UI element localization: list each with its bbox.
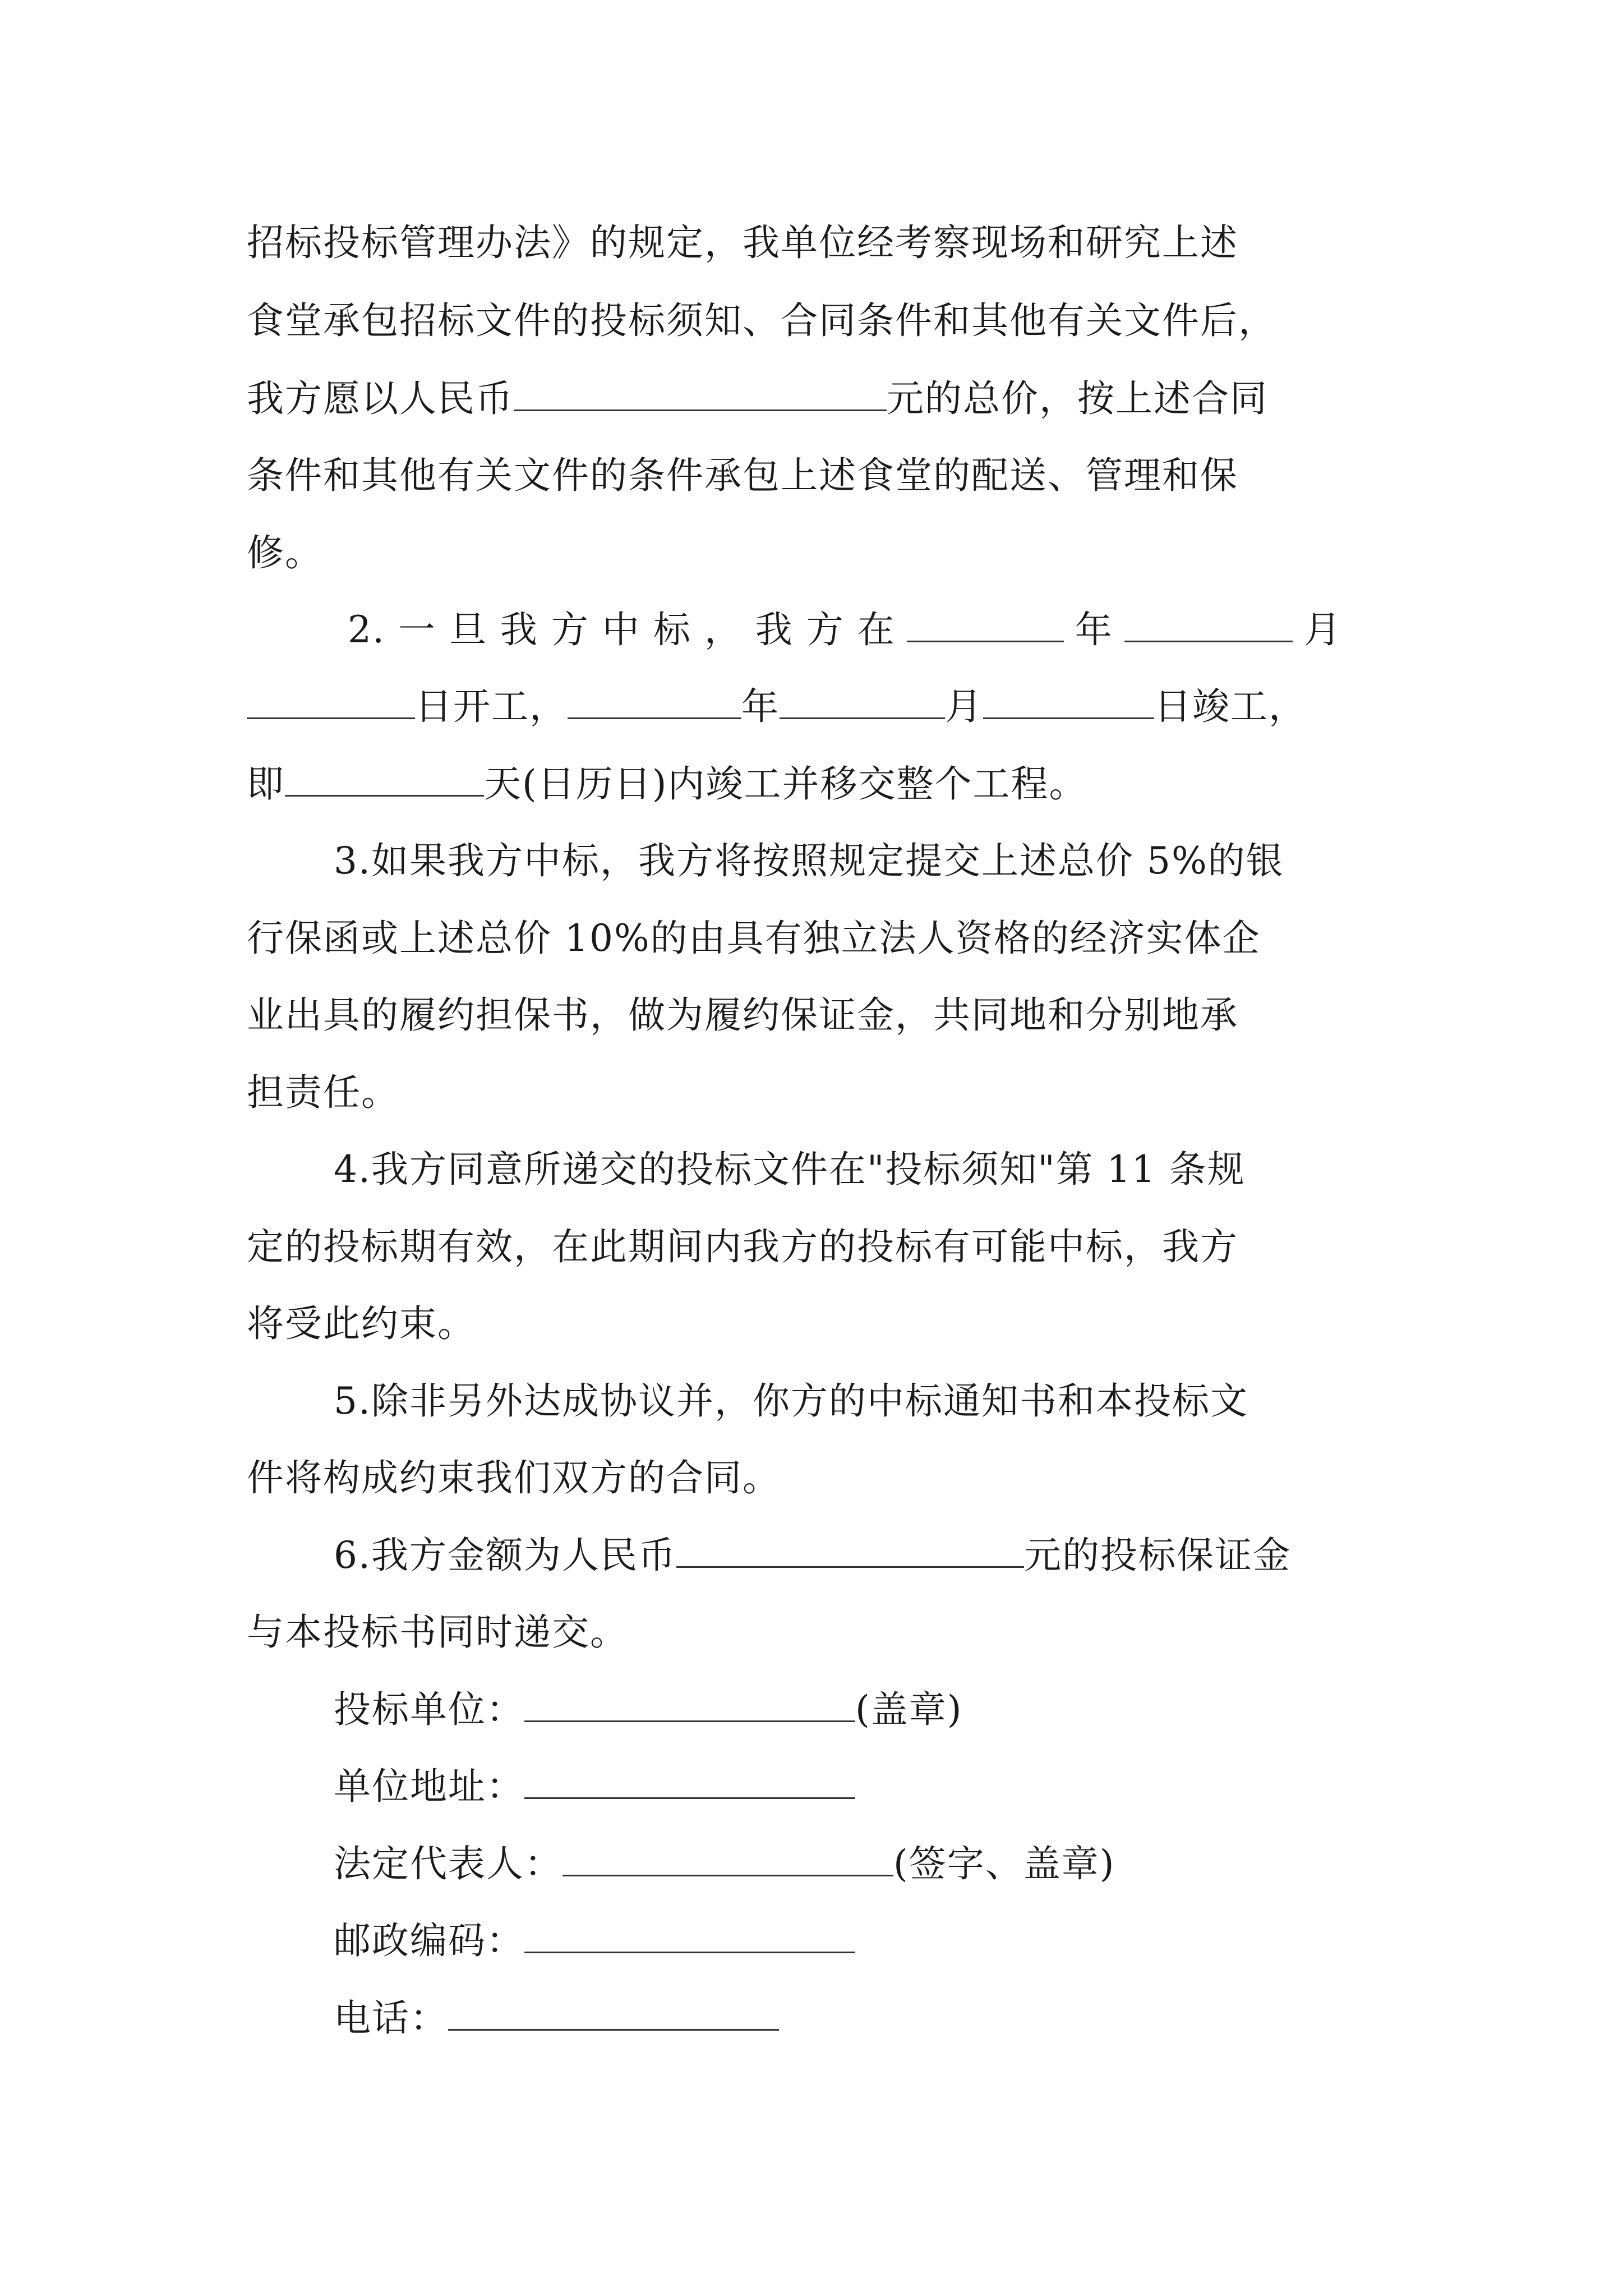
p2-text-c: 月 <box>1303 608 1342 651</box>
p2-line-1 <box>348 603 1342 657</box>
p1-line-2: 食堂承包招标文件的投标须知、合同条件和其他有关文件后， <box>247 299 1276 342</box>
address-label: 单位地址： <box>334 1765 524 1808</box>
start-year-blank[interactable] <box>907 607 1064 642</box>
p2-text-f: 月 <box>945 685 983 728</box>
bidder-note: (盖章) <box>855 1688 963 1731</box>
legal-rep-label: 法定代表人： <box>334 1842 562 1885</box>
p1-line-3-text-b: 元的总价，按上述合同 <box>887 377 1268 420</box>
p6-line-1 <box>334 1529 1291 1582</box>
p5-line-1: 5.除非另外达成协议并，你方的中标通知书和本投标文 <box>334 1379 1248 1423</box>
p4-line-3: 将受此约束。 <box>247 1302 476 1345</box>
p3-line-1: 3.如果我方中标，我方将按照规定提交上述总价 5%的银 <box>334 839 1284 882</box>
postcode-blank[interactable] <box>524 1918 855 1953</box>
p6-line-2: 与本投标书同时递交。 <box>247 1611 628 1654</box>
p4-line-1: 4.我方同意所递交的投标文件在"投标须知"第 11 条规 <box>334 1148 1246 1191</box>
postcode-row <box>334 1914 855 1968</box>
p3-line-3: 业出具的履约担保书，做为履约保证金，共同地和分别地承 <box>247 993 1238 1037</box>
p2-line-3 <box>247 757 1087 811</box>
p2-text-e: 年 <box>741 685 780 728</box>
p1-line-3 <box>247 372 1268 426</box>
p4-line-2: 定的投标期有效，在此期间内我方的投标有可能中标，我方 <box>247 1225 1238 1268</box>
p2-text-b: 年 <box>1075 608 1113 651</box>
finish-year-blank[interactable] <box>568 684 741 719</box>
p2-line-2 <box>247 680 1307 734</box>
p6-text-a: 6.我方金额为人民币 <box>334 1534 676 1577</box>
bidder-blank[interactable] <box>524 1687 855 1722</box>
p1-line-1: 招标投标管理办法》的规定，我单位经考察现场和研究上述 <box>247 221 1238 264</box>
p2-text-g: 日竣工， <box>1154 685 1307 728</box>
phone-blank[interactable] <box>448 1995 779 2031</box>
bidder-row <box>334 1683 963 1737</box>
p2-text-d: 日开工， <box>415 685 568 728</box>
p6-text-b: 元的投标保证金 <box>1023 1534 1291 1577</box>
start-day-blank[interactable] <box>247 684 415 719</box>
legal-rep-note: (签字、盖章) <box>893 1842 1115 1885</box>
p1-line-3-text-a: 我方愿以人民币 <box>247 377 514 420</box>
p3-line-4: 担责任。 <box>247 1071 399 1114</box>
address-row <box>334 1760 855 1814</box>
p2-text-h: 即 <box>247 762 285 806</box>
p1-line-5: 修。 <box>247 531 323 574</box>
duration-days-blank[interactable] <box>285 761 484 797</box>
p1-line-4: 条件和其他有关文件的条件承包上述食堂的配送、管理和保 <box>247 454 1238 497</box>
postcode-label: 邮政编码： <box>334 1919 524 1962</box>
start-month-blank[interactable] <box>1124 607 1293 642</box>
bid-bond-amount-blank[interactable] <box>676 1533 1024 1568</box>
p5-line-2: 件将构成约束我们双方的合同。 <box>247 1456 781 1499</box>
total-price-blank[interactable] <box>514 376 887 411</box>
p3-line-2: 行保函或上述总价 10%的由具有独立法人资格的经济实体企 <box>247 917 1261 960</box>
legal-rep-row <box>334 1837 1115 1891</box>
bidder-label: 投标单位： <box>334 1688 524 1731</box>
phone-label: 电话： <box>334 1996 448 2040</box>
phone-row <box>334 1991 779 2045</box>
legal-rep-blank[interactable] <box>562 1841 893 1876</box>
p2-text-a: 2. 一 旦 我 方 中 标 ， 我 方 在 <box>348 608 896 651</box>
finish-day-blank[interactable] <box>983 684 1154 719</box>
p2-text-i: 天(日历日)内竣工并移交整个工程。 <box>484 762 1087 806</box>
finish-month-blank[interactable] <box>780 684 945 719</box>
address-blank[interactable] <box>524 1764 855 1799</box>
